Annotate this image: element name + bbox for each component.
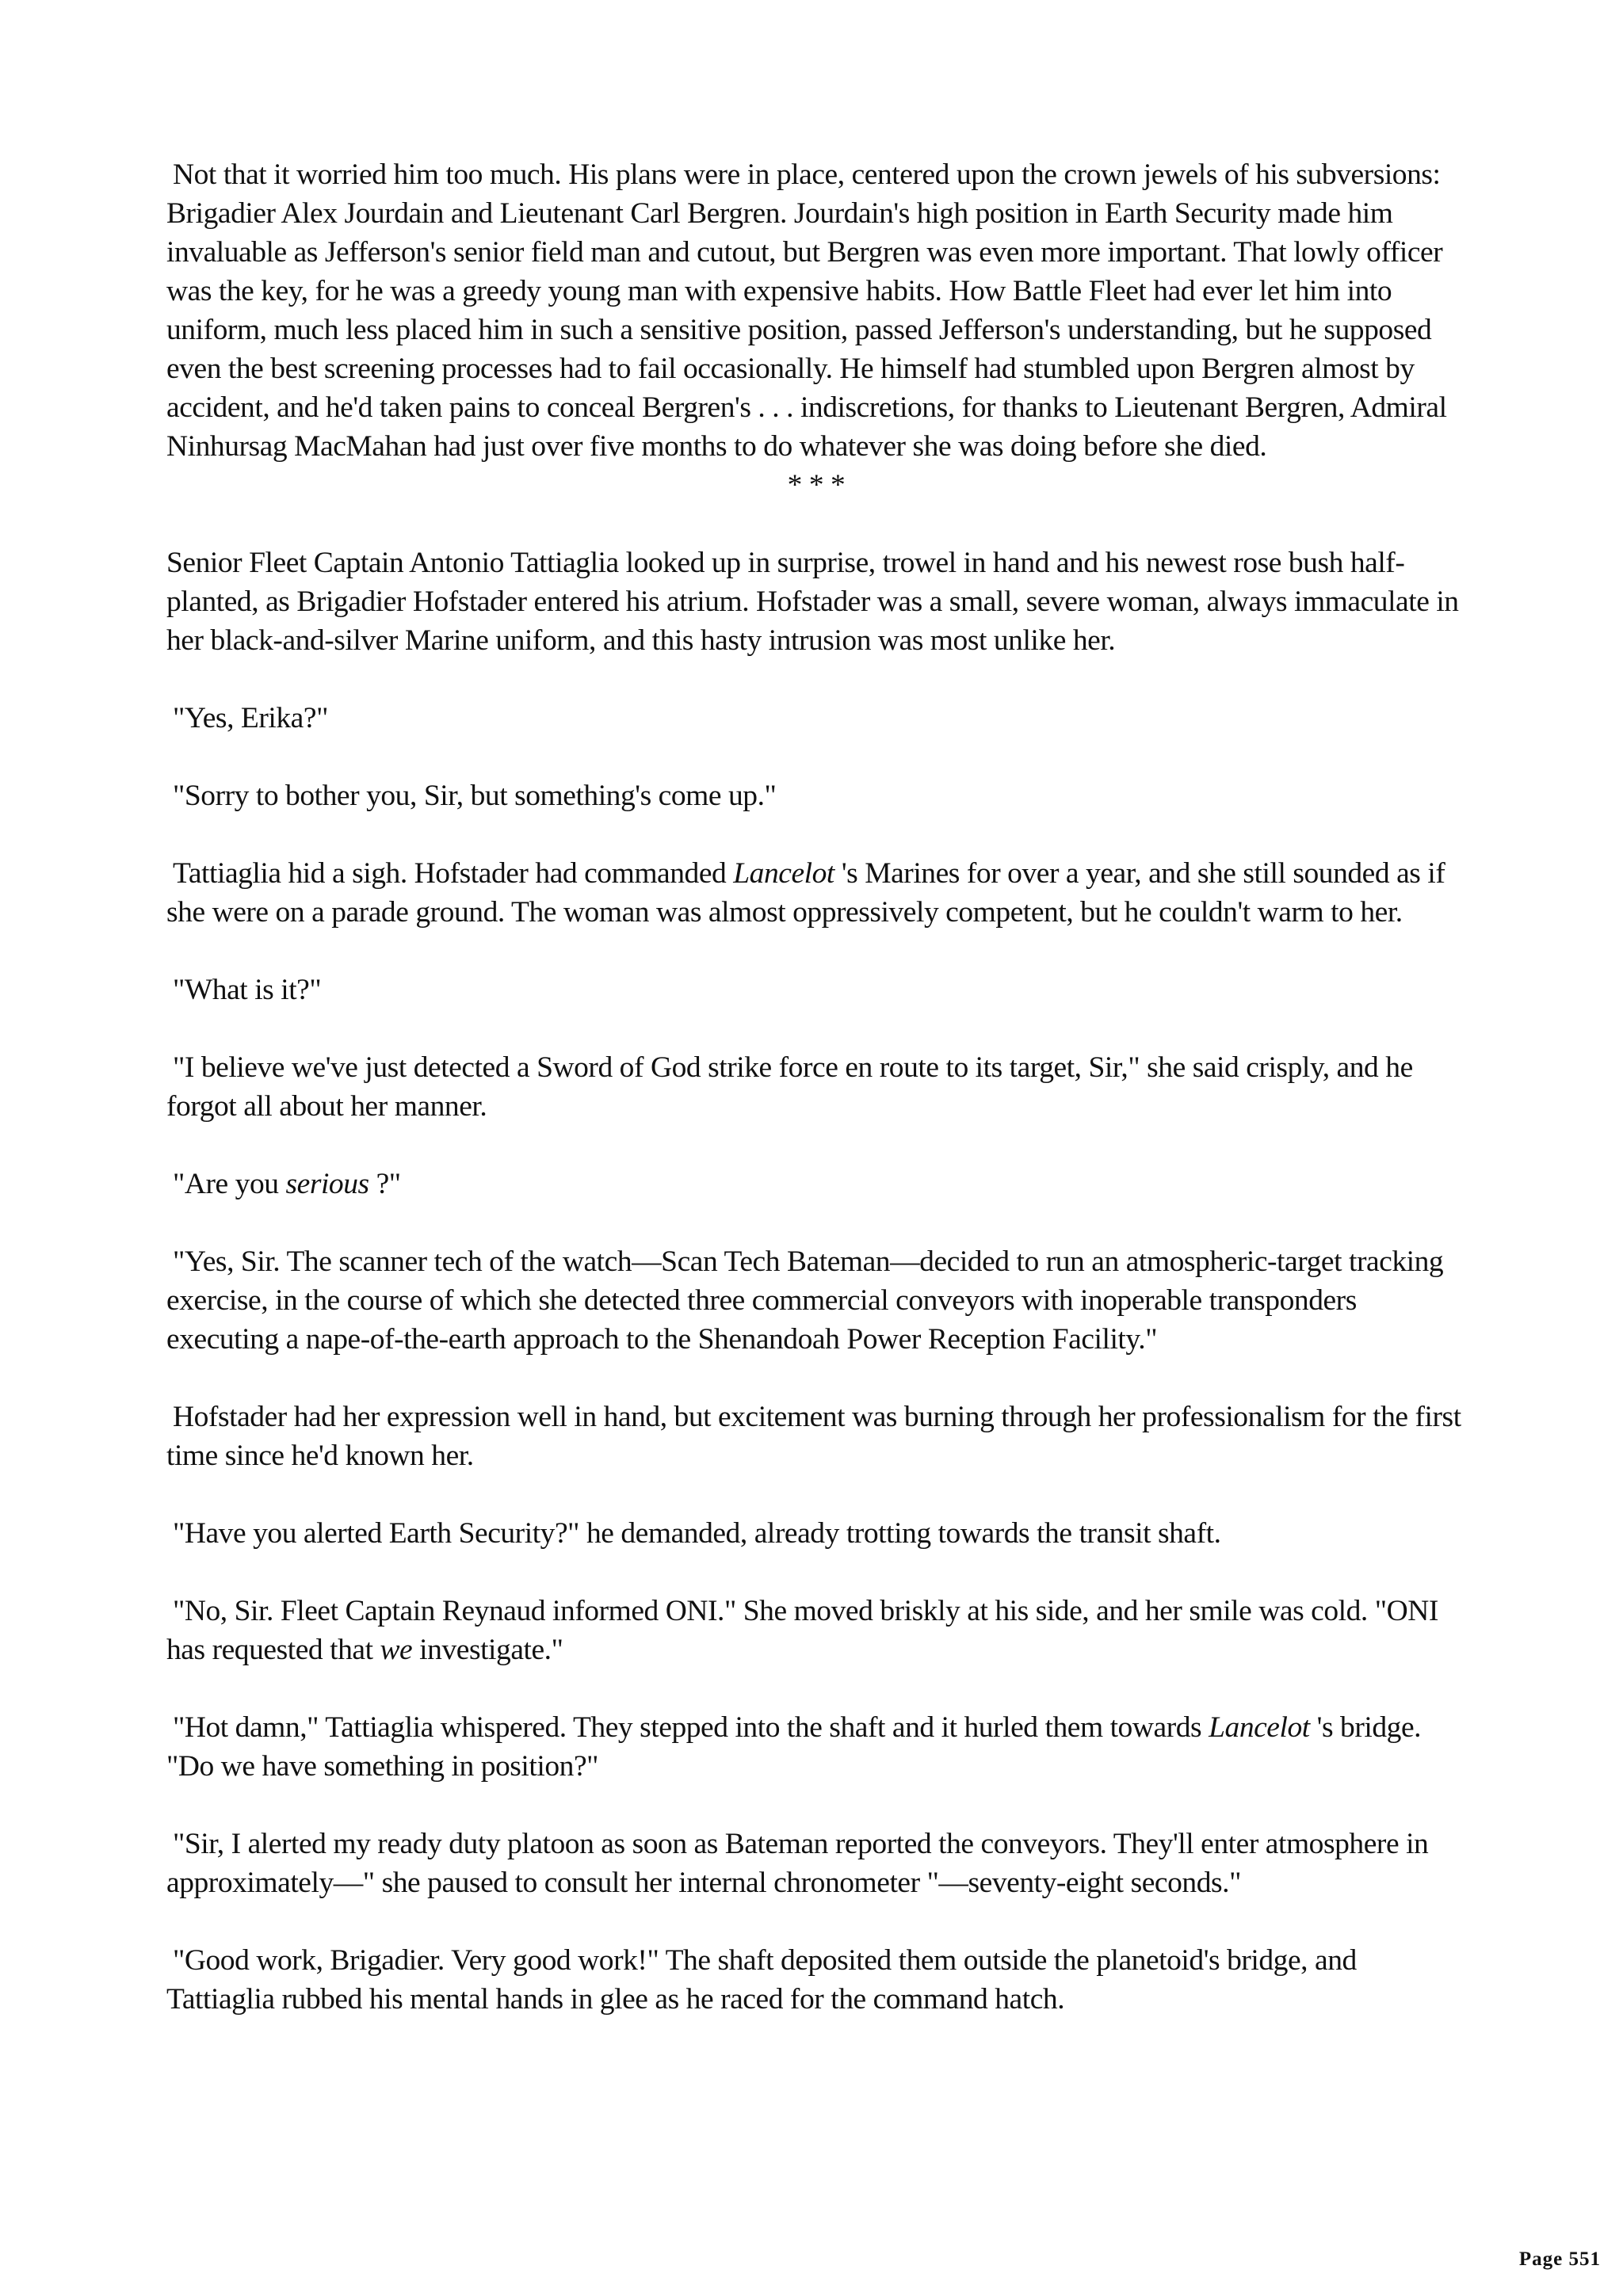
emphasis-italic: serious bbox=[285, 1168, 369, 1200]
dialogue-ready-duty-platoon bbox=[166, 1825, 1466, 1902]
paragraph-text: "Yes, Erika?" bbox=[173, 702, 328, 734]
paragraph-text-before: "Are you bbox=[173, 1168, 286, 1200]
dialogue-oni-requested bbox=[166, 1592, 1466, 1669]
dialogue-hot-damn bbox=[166, 1708, 1466, 1786]
scene-break: * * * bbox=[787, 469, 846, 502]
paragraph-text: "I believe we've just detected a Sword of God strike force en route to its target, Sir," she said crisply, and he forgot all about her manner. bbox=[166, 1051, 1413, 1123]
paragraph-text-before: Tattiaglia hid a sigh. Hofstader had commanded bbox=[173, 857, 734, 890]
dialogue-strike-force bbox=[166, 1048, 1466, 1126]
paragraph-text: Hofstader had her expression well in hand, but excitement was burning through her professionalism for the first time since he'd known her. bbox=[166, 1401, 1461, 1472]
paragraph-text-after: 's Marines for over a year, and she still sounded as if she were on a parade ground. The woman was almost oppressively competent, but he couldn't warm to her. bbox=[166, 857, 1445, 929]
paragraph-tattiaglia-surprise bbox=[166, 543, 1466, 660]
dialogue-what-is-it bbox=[166, 971, 1466, 1009]
paragraph-text: "Have you alerted Earth Security?" he demanded, already trotting towards the transit shaft. bbox=[173, 1517, 1221, 1550]
ship-name-italic: Lancelot bbox=[1209, 1711, 1310, 1744]
paragraph-text-after: 's bridge. "Do we have something in position?" bbox=[166, 1711, 1422, 1783]
paragraph-text: "What is it?" bbox=[173, 974, 322, 1006]
dialogue-scanner-tech bbox=[166, 1242, 1466, 1359]
dialogue-sorry-to-bother bbox=[166, 776, 1466, 815]
dialogue-earth-security bbox=[166, 1514, 1466, 1553]
page-body bbox=[166, 155, 1466, 2058]
paragraph-text-before: "No, Sir. Fleet Captain Reynaud informed ONI." She moved briskly at his side, and her smile was cold. "ONI has requested that bbox=[166, 1595, 1438, 1666]
emphasis-italic: we bbox=[380, 1634, 413, 1666]
paragraph-text-before: "Hot damn," Tattiaglia whispered. They stepped into the shaft and it hurled them towards bbox=[173, 1711, 1209, 1744]
paragraph-hofstader-marines bbox=[166, 854, 1466, 932]
paragraph-hofstader-expression bbox=[166, 1398, 1466, 1475]
paragraph-text: "Sorry to bother you, Sir, but something's come up." bbox=[173, 780, 777, 812]
paragraph-text: "Sir, I alerted my ready duty platoon as soon as Bateman reported the conveyors. They'll enter atmosphere in approximately—" she paused to consult her internal chronometer "—seventy-eight seconds." bbox=[166, 1828, 1429, 1899]
paragraph-text-after: ?" bbox=[369, 1168, 401, 1200]
dialogue-good-work bbox=[166, 1941, 1466, 2019]
dialogue-are-you-serious bbox=[166, 1165, 1466, 1203]
paragraph-text-after: investigate." bbox=[412, 1634, 563, 1666]
paragraph-text: "Yes, Sir. The scanner tech of the watch—Scan Tech Bateman—decided to run an atmospheric-target tracking exercise, in the course of which she detected three commercial conveyors with inoperable transponders executing a nape-of-the-earth approach to the Shenandoah Power Reception Facility." bbox=[166, 1245, 1444, 1356]
page-number: Page 551 bbox=[1518, 2248, 1601, 2270]
paragraph-jefferson-plans bbox=[166, 155, 1466, 466]
ship-name-italic: Lancelot bbox=[733, 857, 834, 890]
paragraph-text: "Good work, Brigadier. Very good work!" The shaft deposited them outside the planetoid's bridge, and Tattiaglia rubbed his mental hands in glee as he raced for the command hatch. bbox=[166, 1944, 1357, 2016]
paragraph-text: Senior Fleet Captain Antonio Tattiaglia looked up in surprise, trowel in hand and his newest rose bush half-planted, as Brigadier Hofstader entered his atrium. Hofstader was a small, severe woman, always immaculate in her black-and-silver Marine uniform, and this hasty intrusion was most unlike her. bbox=[166, 547, 1459, 657]
dialogue-yes-erika bbox=[166, 699, 1466, 738]
paragraph-text: Not that it worried him too much. His plans were in place, centered upon the crown jewels of his subversions: Brigadier Alex Jourdain and Lieutenant Carl Bergren. Jourdain's high position in Earth Security made him invaluable as Jefferson's senior field man and cutout, but Bergren was even more important. That lowly officer was the key, for he was a greedy young man with expensive habits. How Battle Fleet had ever let him into uniform, much less placed him in such a sensitive position, passed Jefferson's understanding, but he supposed even the best screening processes had to fail occasionally. He himself had stumbled upon Bergren almost by accident, and he'd taken pains to conceal Bergren's . . . indiscretions, for thanks to Lieutenant Bergren, Admiral Ninhursag MacMahan had just over five months to do whatever she was doing before she died. bbox=[166, 158, 1447, 463]
